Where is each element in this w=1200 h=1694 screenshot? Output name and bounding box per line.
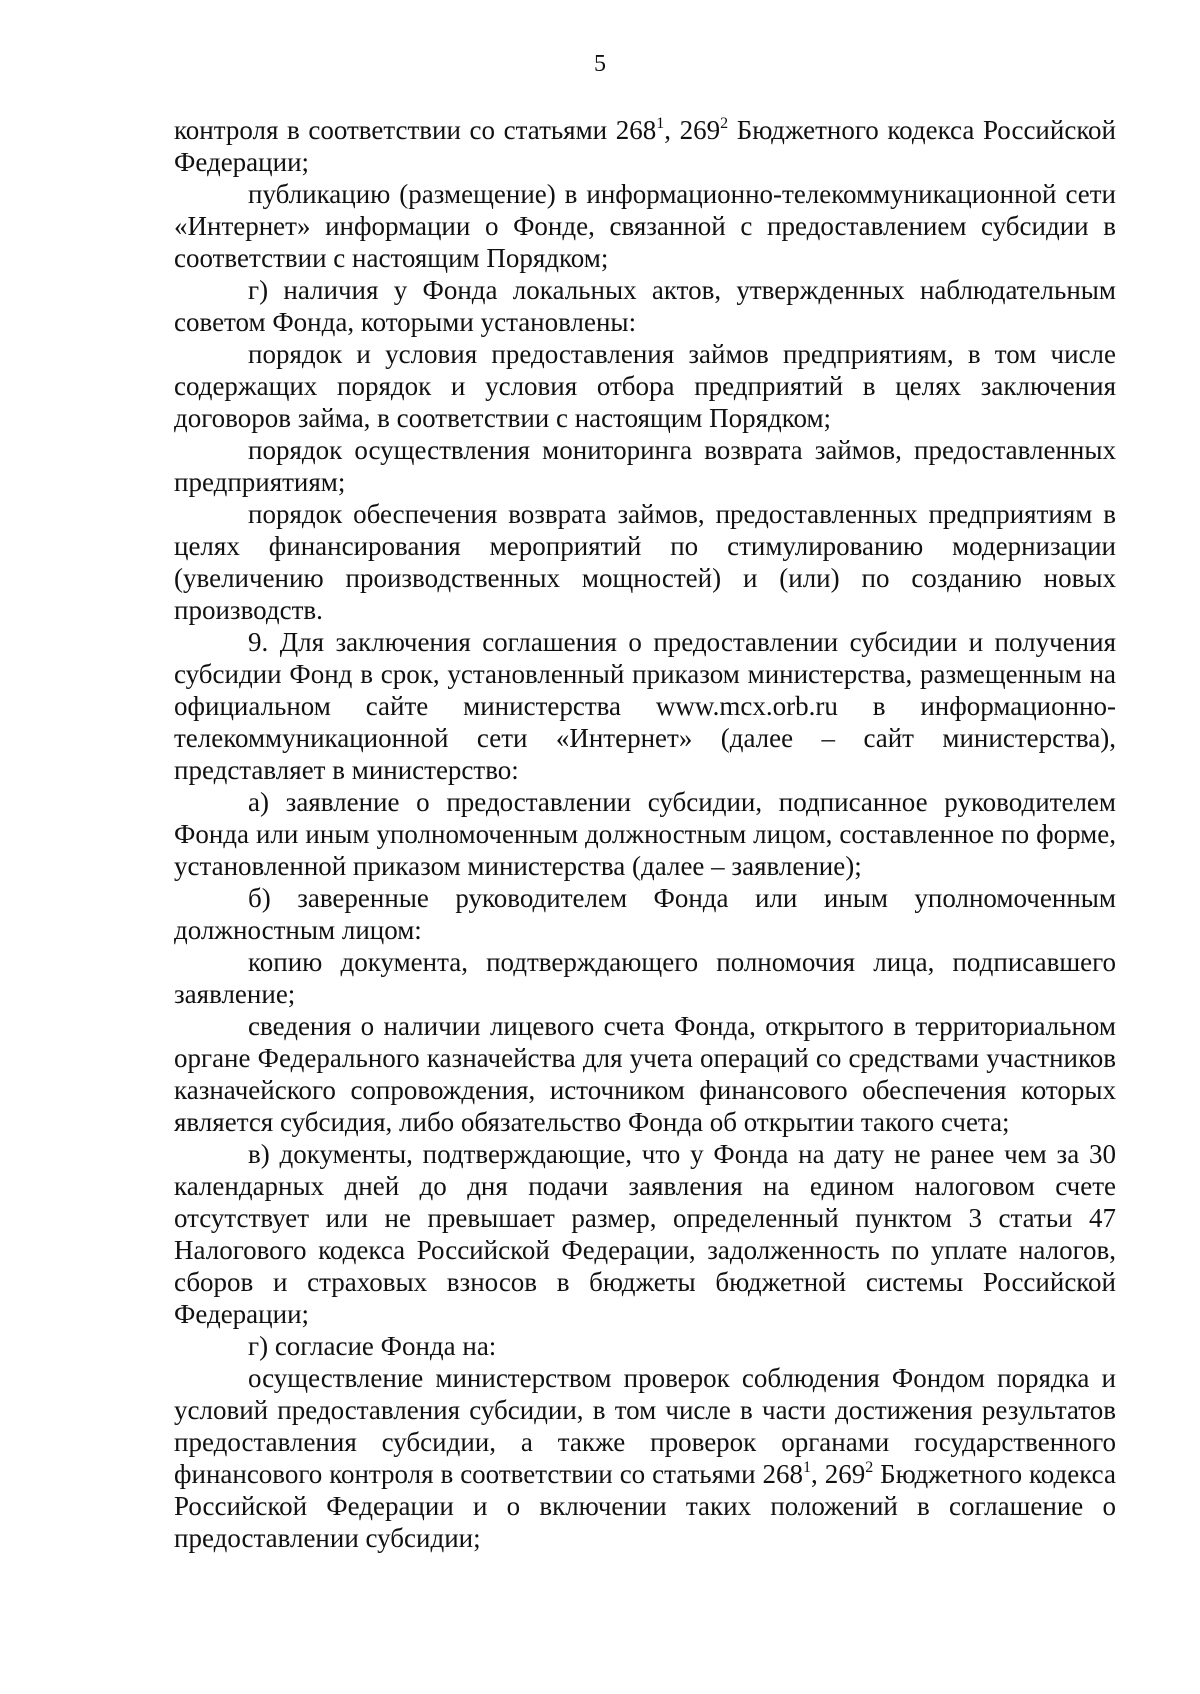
paragraph	[174, 626, 1116, 786]
superscript: 2	[720, 115, 729, 132]
paragraph	[174, 498, 1116, 626]
paragraph-text: Бюджетного кодекса Российской Федерации и о включении таких положений в соглашение о предоставлении субсидии;	[174, 1459, 1116, 1553]
paragraph	[174, 1138, 1116, 1330]
paragraph	[174, 1010, 1116, 1138]
paragraph	[174, 338, 1116, 434]
superscript: 1	[803, 1459, 812, 1476]
paragraph-text: г) согласие Фонда на:	[248, 1331, 497, 1361]
paragraph	[174, 114, 1116, 178]
paragraph-text: , 269	[811, 1459, 866, 1489]
paragraph-text: а) заявление о предоставлении субсидии, подписанное руководителем Фонда или иным уполномоченным должностным лицом, составленное по форме, установленной приказом министерства (далее – заявление);	[174, 787, 1116, 881]
paragraph	[174, 946, 1116, 1010]
paragraph-text: осуществление министерством проверок соблюдения Фондом порядка и условий предоставления субсидии, в том числе в части достижения результатов предоставления субсидии, а также проверок органами государственного финансового контроля в соответствии со статьями 268	[174, 1363, 1116, 1489]
paragraph-text: сведения о наличии лицевого счета Фонда, открытого в территориальном органе Федерального казначейства для учета операций со средствами участников казначейского сопровождения, источником финансового обеспечения которых является субсидия, либо обязательство Фонда об открытии такого счета;	[174, 1011, 1116, 1137]
superscript: 2	[865, 1459, 874, 1476]
paragraph	[174, 786, 1116, 882]
paragraph-text: Бюджетного кодекса Российской Федерации;	[174, 115, 1117, 177]
paragraph-text: , 269	[664, 115, 721, 145]
paragraph	[174, 882, 1116, 946]
paragraph-text: в) документы, подтверждающие, что у Фонда на дату не ранее чем за 30 календарных дней до дня подачи заявления на едином налоговом счете отсутствует или не превышает размер, определенный пунктом 3 статьи 47 Налогового кодекса Российской Федерации, задолженность по уплате налогов, сборов и страховых взносов в бюджеты бюджетной системы Российской Федерации;	[174, 1139, 1116, 1329]
paragraph	[174, 1330, 1116, 1362]
page-number: 5	[594, 51, 606, 77]
paragraph-text: порядок обеспечения возврата займов, предоставленных предприятиям в целях финансирования мероприятий по стимулированию модернизации (увеличению производственных мощностей) и (или) по созданию новых производств.	[174, 499, 1116, 625]
paragraph-text: копию документа, подтверждающего полномочия лица, подписавшего заявление;	[174, 947, 1116, 1009]
paragraph-text: порядок осуществления мониторинга возврата займов, предоставленных предприятиям;	[174, 435, 1116, 497]
paragraph-text: публикацию (размещение) в информационно-телекоммуникационной сети «Интернет» информации о Фонде, связанной с предоставлением субсидии в соответствии с настоящим Порядком;	[174, 179, 1116, 273]
paragraph-text: г) наличия у Фонда локальных актов, утвержденных наблюдательным советом Фонда, которыми установлены:	[174, 275, 1116, 337]
document-body	[174, 114, 1116, 1554]
paragraph-text: 9. Для заключения соглашения о предоставлении субсидии и получения субсидии Фонд в срок, установленный приказом министерства, размещенным на официальном сайте министерства www.mcx.orb.ru в информационно-телекоммуникационной сети «Интернет» (далее – сайт министерства), представляет в министерство:	[174, 627, 1116, 785]
superscript: 1	[656, 115, 665, 132]
paragraph	[174, 178, 1116, 274]
paragraph	[174, 434, 1116, 498]
paragraph-text: контроля в соответствии со статьями 268	[174, 115, 657, 145]
paragraph-text: порядок и условия предоставления займов предприятиям, в том числе содержащих порядок и условия отбора предприятий в целях заключения договоров займа, в соответствии с настоящим Порядком;	[174, 339, 1116, 433]
paragraph	[174, 274, 1116, 338]
paragraph	[174, 1362, 1116, 1554]
paragraph-text: б) заверенные руководителем Фонда или иным уполномоченным должностным лицом:	[174, 883, 1116, 945]
